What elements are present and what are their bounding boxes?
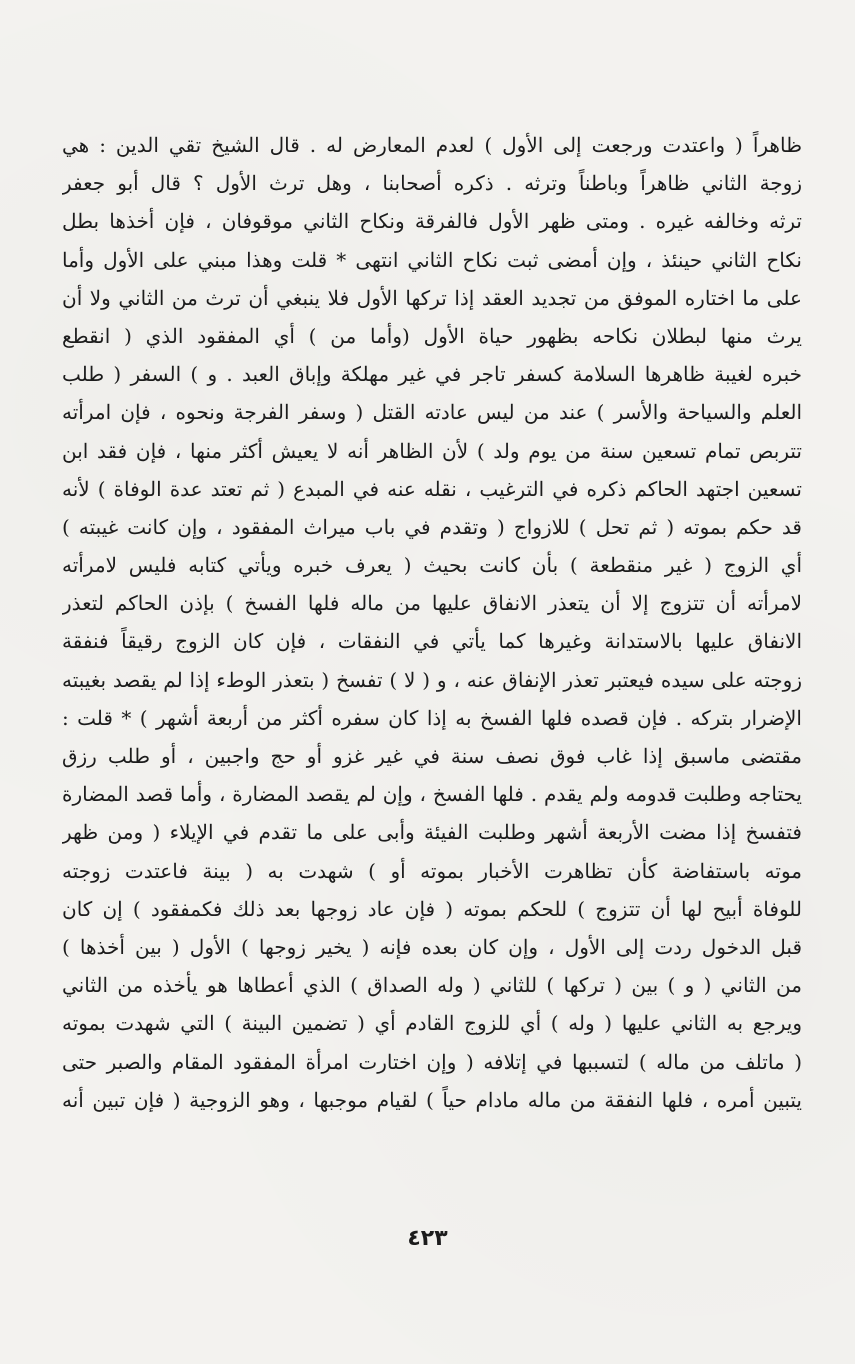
- page-number: ٤٢٣: [407, 1226, 448, 1251]
- text-line: من الثاني ( و ) بين ( تركها ) للثاني ( وله الصداق ) الذي أعطاها هو يأخذه من الثاني: [62, 973, 802, 998]
- text-line: ويرجع به الثاني عليها ( وله ) أي للزوج القادم أي ( تضمين البينة ) التي شهدت بموته: [62, 1011, 802, 1036]
- text-line: على ما اختاره الموفق من تجديد العقد إذا تركها الأول فلا ينبغي أن ترث من الثاني ولا أن: [62, 285, 802, 310]
- text-line: الإضرار بتركه . فإن قصده فلها الفسخ به إذا كان سفره أكثر من أربعة أشهر ) * قلت :: [62, 705, 802, 730]
- text-line: يرث منها لبطلان نكاحه بظهور حياة الأول (وأما من ) أي المفقود الذي ( انقطع: [62, 323, 802, 348]
- text-line: خبره لغيبة ظاهرها السلامة كسفر تاجر في غير مهلكة وإباق العبد . و ) السفر ( طلب: [62, 362, 802, 387]
- text-line: العلم والسياحة والأسر ) عند من ليس عادته القتل ( وسفر الفرجة ونحوه ، فإن امرأته: [62, 400, 802, 425]
- text-line: فتفسخ إذا مضت الأربعة أشهر وطلبت الفيئة وأبى على ما تقدم في الإيلاء ( ومن ظهر: [62, 820, 802, 845]
- text-line: نكاح الثاني حينئذ ، وإن أمضى ثبت نكاح الثاني انتهى * قلت وهذا مبني على الأول وأما: [62, 247, 802, 272]
- text-line: تسعين اجتهد الحاكم ذكره في الترغيب ، نقله عنه في المبدع ( ثم تعتد عدة الوفاة ) لأنه: [62, 476, 802, 501]
- text-line: للوفاة أبيح لها أن تتزوج ) للحكم بموته ( فإن عاد زوجها بعد ذلك فكمفقود ) إن كان: [62, 896, 802, 921]
- text-line: ( ماتلف من ماله ) لتسببها في إتلافه ( وإن اختارت امرأة المفقود المقام والصبر حتى: [62, 1049, 802, 1074]
- text-line: تتربص تمام تسعين سنة من يوم ولد ) لأن الظاهر أنه لا يعيش أكثر منها ، فإن فقد ابن: [62, 438, 802, 463]
- text-line: زوجته على سيده فيعتبر تعذر الإنفاق عنه ، و ( لا ) تفسخ ( بتعذر الوطء إذا لم يقصد بغيبته: [62, 667, 802, 692]
- text-line: يتبين أمره ، فلها النفقة من ماله مادام حياً ) لقيام موجبها ، وهو الزوجية ( فإن تبين أنه: [62, 1087, 802, 1112]
- text-line: قد حكم بموته ( ثم تحل ) للازواج ( وتقدم في باب ميراث المفقود ، وإن كانت غيبته ): [62, 514, 802, 539]
- text-line: ترثه وخالفه غيره . ومتى ظهر الأول فالفرقة ونكاح الثاني موقوفان ، فإن أخذها بطل: [62, 209, 802, 234]
- text-line: ظاهراً ( واعتدت ورجعت إلى الأول ) لعدم المعارض له . قال الشيخ تقي الدين : هي: [62, 133, 802, 157]
- text-line: يحتاجه وطلبت قدومه ولم يقدم . فلها الفسخ ، وإن لم يقصد المضارة ، وأما قصد المضارة: [62, 782, 802, 807]
- text-line: موته باستفاضة كأن تظاهرت الأخبار بموته أو ) شهدت به ( بينة فاعتدت زوجته: [62, 858, 802, 883]
- text-line: أي الزوج ( غير منقطعة ) بأن كانت بحيث ( يعرف خبره ويأتي كتابه فليس لامرأته: [62, 553, 802, 578]
- text-line: زوجة الثاني ظاهراً وباطناً وترثه . ذكره أصحابنا ، وهل ترث الأول ؟ قال أبو جعفر: [62, 171, 802, 196]
- text-line: قبل الدخول ردت إلى الأول ، وإن كان بعده فإنه ( يخير زوجها ) الأول ( بين أخذها ): [62, 934, 802, 959]
- text-line: الانفاق عليها بالاستدانة وغيرها كما يأتي في النفقات ، فإن كان الزوج رقيقاً فنفقة: [62, 629, 802, 654]
- body-text: [62, 126, 802, 1119]
- text-line: مقتضى ماسبق إذا غاب فوق نصف سنة في غير غزو أو حج واجبين ، أو طلب رزق: [62, 744, 802, 768]
- text-line: لامرأته أن تتزوج إلا أن يتعذر الانفاق عليها من ماله فلها الفسخ ) بإذن الحاكم لتعذر: [62, 591, 802, 616]
